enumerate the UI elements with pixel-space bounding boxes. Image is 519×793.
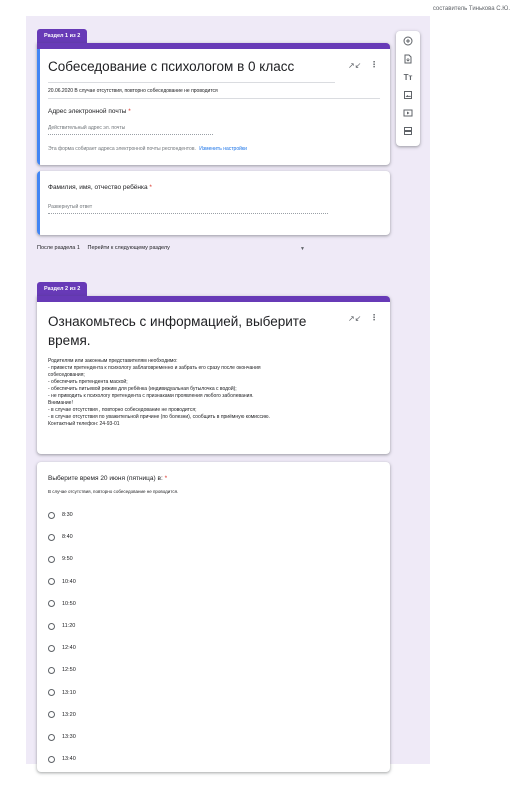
add-image-icon[interactable] [403,90,413,100]
time-option[interactable] [48,554,73,564]
question-time-description: В случае отсутствия, повторно собеседование не проводится. [48,489,179,494]
time-option-label: 13:10 [62,689,76,696]
time-option-label: 13:20 [62,711,76,718]
time-option[interactable] [48,688,76,698]
title-underline [48,82,335,83]
form-title[interactable]: Собеседование с психологом в 0 класс [48,59,295,74]
radio-button-icon[interactable] [48,667,55,674]
time-option[interactable] [48,621,75,631]
time-option-label: 12:50 [62,667,76,674]
section-2-header-card[interactable] [37,296,390,454]
radio-button-icon[interactable] [48,556,55,563]
time-option-label: 13:30 [62,734,76,740]
time-option-label: 10:40 [62,578,76,585]
after-section-label: После раздела 1 [37,245,80,251]
change-settings-link[interactable]: Изменить настройки [199,146,247,152]
add-section-icon[interactable] [403,126,413,136]
form-description[interactable]: 20.06.2020 В случае отсутствия, повторно собеседование не проводится [48,88,218,94]
add-title-icon[interactable]: Tт [403,72,413,82]
time-option-label: 13:40 [62,756,76,763]
more-options-icon[interactable]: ⋮ [370,60,378,69]
time-option-label: 8:30 [62,512,73,518]
section-1-tab: Раздел 1 из 2 [37,29,87,43]
time-option-label: 10:50 [62,600,76,607]
radio-button-icon[interactable] [48,578,55,585]
question-time-title: Выберите время 20 июня (пятница) в: * [48,475,168,482]
question-card-time[interactable] [37,462,390,772]
radio-button-icon[interactable] [48,689,55,696]
more-options-icon[interactable]: ⋮ [370,313,378,322]
author-note: составитель Тинькова С.Ю. [432,6,510,12]
name-answer-input[interactable]: Развернутый ответ [48,204,93,210]
time-option[interactable] [48,643,76,653]
import-questions-icon[interactable] [403,54,413,64]
add-question-icon[interactable] [403,36,413,46]
after-section-select[interactable] [37,245,305,252]
time-option[interactable] [48,665,76,675]
radio-button-icon[interactable] [48,645,55,652]
time-option-label: 9:50 [62,556,73,563]
email-input[interactable]: Действительный адрес эл. почты [48,125,126,131]
section-2-tab: Раздел 2 из 2 [37,282,87,296]
time-option[interactable] [48,510,73,520]
collapse-icon[interactable]: ↗↙ [348,314,362,323]
time-option[interactable] [48,599,76,609]
collapse-icon[interactable]: ↗↙ [348,61,362,70]
time-option-label: 11:20 [62,623,76,629]
email-notice: Эта форма собирает адреса электронной почты респондентов. Изменить настройки [48,146,247,152]
time-option-label: 12:40 [62,645,76,652]
time-option-label: 8:40 [62,534,73,541]
section-2-description[interactable]: Родителям или законным представителям необходимо: - привести претендента к психологу заблаговременно и забрать его сразу после окончания собеседования; - обеспечить претендента маской; - обеспечить питьевой режим для ребёнка (индивидуальная бутылочка с водой); - не приводить к психологу претендента с признаками проявления любого заболевания. Внимание! - в случае отсутствия , повторно собеседование не проводится; - в случае отсутствия по уважительной причине (по болезни), сообщить в приёмную комиссию. Контактный телефон: 24-93-01 [48,358,270,427]
description-underline [48,98,380,99]
section-2-title[interactable]: Ознакомьтесь с информацией, выберите время. [48,314,307,348]
radio-button-icon[interactable] [48,711,55,718]
dropdown-arrow-icon[interactable]: ▼ [300,246,305,252]
section-1-header-card[interactable] [37,43,390,165]
radio-button-icon[interactable] [48,734,55,741]
email-input-line [48,134,213,135]
time-option[interactable] [48,754,76,764]
question-name-title: Фамилия, имя, отчество ребёнка * [48,184,152,191]
time-option[interactable] [48,732,76,742]
radio-button-icon[interactable] [48,534,55,541]
floating-toolbar [396,31,420,146]
radio-button-icon[interactable] [48,600,55,607]
name-answer-line [48,213,328,214]
email-label: Адрес электронной почты * [48,108,131,115]
radio-button-icon[interactable] [48,756,55,763]
question-card-name[interactable] [37,171,390,235]
time-option[interactable] [48,710,76,720]
time-option[interactable] [48,577,76,587]
add-video-icon[interactable] [403,108,413,118]
radio-button-icon[interactable] [48,512,55,519]
after-section-value[interactable]: Перейти к следующему разделу [87,245,170,251]
radio-button-icon[interactable] [48,623,55,630]
time-option[interactable] [48,532,73,542]
